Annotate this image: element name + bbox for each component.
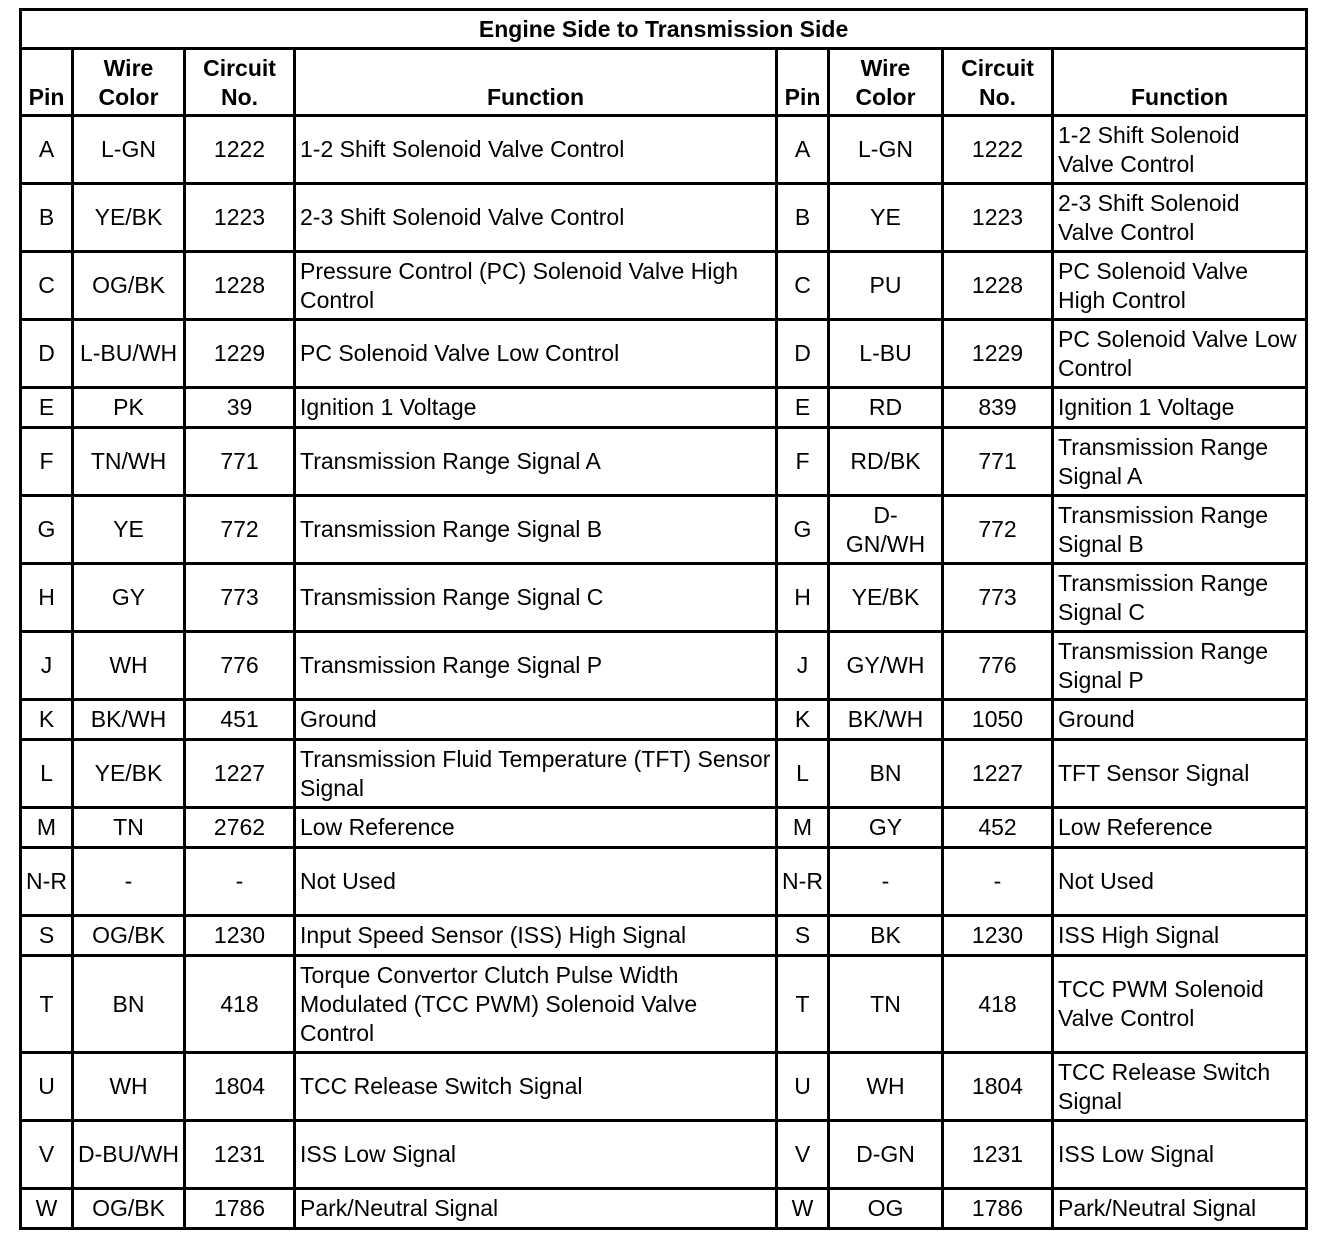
wire-color-cell: BK/WH	[829, 700, 943, 740]
pin-cell: C	[777, 252, 829, 320]
table-row	[21, 252, 1307, 320]
wire-color-cell: BN	[829, 740, 943, 808]
function-cell: Park/Neutral Signal	[295, 1189, 777, 1229]
wire-color-cell: WH	[73, 632, 185, 700]
header-wire-color: Wire Color	[829, 49, 943, 116]
header-function: Function	[295, 49, 777, 116]
pin-cell: E	[777, 388, 829, 428]
table-title: Engine Side to Transmission Side	[21, 10, 1307, 49]
circuit-no-cell: 1786	[943, 1189, 1053, 1229]
circuit-no-cell: 1804	[185, 1053, 295, 1121]
function-cell: PC Solenoid Valve High Control	[1053, 252, 1307, 320]
table-row	[21, 632, 1307, 700]
pin-cell: E	[21, 388, 73, 428]
pin-cell: K	[21, 700, 73, 740]
table-row	[21, 956, 1307, 1053]
pin-cell: N-R	[21, 848, 73, 916]
pin-cell: V	[777, 1121, 829, 1189]
pin-cell: G	[21, 496, 73, 564]
function-cell: TCC PWM Solenoid Valve Control	[1053, 956, 1307, 1053]
wire-color-cell: RD	[829, 388, 943, 428]
pin-cell: D	[777, 320, 829, 388]
circuit-no-cell: 1223	[185, 184, 295, 252]
circuit-no-cell: 773	[943, 564, 1053, 632]
function-cell: Transmission Range Signal B	[1053, 496, 1307, 564]
header-function: Function	[1053, 49, 1307, 116]
pin-cell: H	[21, 564, 73, 632]
function-cell: 2-3 Shift Solenoid Valve Control	[295, 184, 777, 252]
wire-color-cell: -	[829, 848, 943, 916]
function-cell: Transmission Range Signal P	[1053, 632, 1307, 700]
circuit-no-cell: 1227	[185, 740, 295, 808]
pin-cell: A	[21, 116, 73, 184]
pin-cell: K	[777, 700, 829, 740]
pin-cell: S	[777, 916, 829, 956]
header-pin: Pin	[777, 49, 829, 116]
function-cell: ISS Low Signal	[1053, 1121, 1307, 1189]
pin-cell: L	[777, 740, 829, 808]
wire-color-cell: TN	[829, 956, 943, 1053]
wire-color-cell: GY	[73, 564, 185, 632]
pin-cell: F	[21, 428, 73, 496]
function-cell: 2-3 Shift Solenoid Valve Control	[1053, 184, 1307, 252]
table-row	[21, 320, 1307, 388]
connector-table	[19, 8, 1308, 1230]
function-cell: Low Reference	[295, 808, 777, 848]
pin-cell: T	[777, 956, 829, 1053]
wire-color-cell: L-GN	[73, 116, 185, 184]
circuit-no-cell: 776	[185, 632, 295, 700]
table-row	[21, 808, 1307, 848]
function-cell: 1-2 Shift Solenoid Valve Control	[1053, 116, 1307, 184]
table-row	[21, 496, 1307, 564]
wire-color-cell: YE	[829, 184, 943, 252]
circuit-no-cell: 1050	[943, 700, 1053, 740]
wire-color-cell: GY	[829, 808, 943, 848]
wire-color-cell: PK	[73, 388, 185, 428]
function-cell: Transmission Range Signal P	[295, 632, 777, 700]
circuit-no-cell: 1230	[943, 916, 1053, 956]
pin-cell: V	[21, 1121, 73, 1189]
function-cell: Transmission Range Signal B	[295, 496, 777, 564]
function-cell: ISS High Signal	[1053, 916, 1307, 956]
function-cell: TCC Release Switch Signal	[1053, 1053, 1307, 1121]
function-cell: Not Used	[1053, 848, 1307, 916]
circuit-no-cell: 839	[943, 388, 1053, 428]
wire-color-cell: PU	[829, 252, 943, 320]
function-cell: Transmission Range Signal A	[295, 428, 777, 496]
wire-color-cell: YE/BK	[73, 740, 185, 808]
function-cell: Not Used	[295, 848, 777, 916]
wire-color-cell: OG/BK	[73, 1189, 185, 1229]
function-cell: Ground	[1053, 700, 1307, 740]
header-pin: Pin	[21, 49, 73, 116]
pin-cell: U	[21, 1053, 73, 1121]
pin-cell: S	[21, 916, 73, 956]
pin-cell: U	[777, 1053, 829, 1121]
function-cell: Ignition 1 Voltage	[295, 388, 777, 428]
circuit-no-cell: 1229	[943, 320, 1053, 388]
table-row	[21, 184, 1307, 252]
wire-color-cell: BK/WH	[73, 700, 185, 740]
pin-cell: F	[777, 428, 829, 496]
circuit-no-cell: 1804	[943, 1053, 1053, 1121]
function-cell: TFT Sensor Signal	[1053, 740, 1307, 808]
circuit-no-cell: 771	[943, 428, 1053, 496]
circuit-no-cell: 1231	[185, 1121, 295, 1189]
pin-cell: W	[777, 1189, 829, 1229]
pin-cell: B	[21, 184, 73, 252]
table-row	[21, 428, 1307, 496]
header-circuit-no: Circuit No.	[943, 49, 1053, 116]
wire-color-cell: L-GN	[829, 116, 943, 184]
function-cell: Pressure Control (PC) Solenoid Valve High Control	[295, 252, 777, 320]
header-wire-color: Wire Color	[73, 49, 185, 116]
function-cell: Low Reference	[1053, 808, 1307, 848]
wire-color-cell: -	[73, 848, 185, 916]
function-cell: PC Solenoid Valve Low Control	[1053, 320, 1307, 388]
wire-color-cell: OG/BK	[73, 252, 185, 320]
table-row	[21, 1053, 1307, 1121]
table-row	[21, 1189, 1307, 1229]
function-cell: Torque Convertor Clutch Pulse Width Modulated (TCC PWM) Solenoid Valve Control	[295, 956, 777, 1053]
pin-cell: J	[777, 632, 829, 700]
wire-color-cell: OG	[829, 1189, 943, 1229]
circuit-no-cell: 772	[185, 496, 295, 564]
circuit-no-cell: 2762	[185, 808, 295, 848]
circuit-no-cell: 772	[943, 496, 1053, 564]
function-cell: Transmission Range Signal C	[1053, 564, 1307, 632]
pin-cell: N-R	[777, 848, 829, 916]
pin-cell: A	[777, 116, 829, 184]
wire-color-cell: L-BU	[829, 320, 943, 388]
table-row	[21, 740, 1307, 808]
circuit-no-cell: 418	[185, 956, 295, 1053]
circuit-no-cell: 1228	[943, 252, 1053, 320]
function-cell: PC Solenoid Valve Low Control	[295, 320, 777, 388]
circuit-no-cell: 1229	[185, 320, 295, 388]
function-cell: Transmission Fluid Temperature (TFT) Sensor Signal	[295, 740, 777, 808]
function-cell: TCC Release Switch Signal	[295, 1053, 777, 1121]
circuit-no-cell: 1231	[943, 1121, 1053, 1189]
circuit-no-cell: 776	[943, 632, 1053, 700]
function-cell: Transmission Range Signal C	[295, 564, 777, 632]
wire-color-cell: RD/BK	[829, 428, 943, 496]
circuit-no-cell: 773	[185, 564, 295, 632]
pin-cell: L	[21, 740, 73, 808]
pin-cell: M	[21, 808, 73, 848]
pin-cell: B	[777, 184, 829, 252]
function-cell: Transmission Range Signal A	[1053, 428, 1307, 496]
wire-color-cell: BK	[829, 916, 943, 956]
function-cell: Ignition 1 Voltage	[1053, 388, 1307, 428]
table-row	[21, 1121, 1307, 1189]
table-row	[21, 116, 1307, 184]
pin-cell: H	[777, 564, 829, 632]
pin-cell: J	[21, 632, 73, 700]
circuit-no-cell: 418	[943, 956, 1053, 1053]
table-row	[21, 564, 1307, 632]
pin-cell: W	[21, 1189, 73, 1229]
circuit-no-cell: 1222	[185, 116, 295, 184]
pin-cell: T	[21, 956, 73, 1053]
wire-color-cell: D-GN/WH	[829, 496, 943, 564]
table-row	[21, 388, 1307, 428]
pin-cell: G	[777, 496, 829, 564]
wire-color-cell: BN	[73, 956, 185, 1053]
circuit-no-cell: 1223	[943, 184, 1053, 252]
function-cell: ISS Low Signal	[295, 1121, 777, 1189]
wire-color-cell: WH	[829, 1053, 943, 1121]
wire-color-cell: YE/BK	[73, 184, 185, 252]
table-row	[21, 700, 1307, 740]
function-cell: 1-2 Shift Solenoid Valve Control	[295, 116, 777, 184]
circuit-no-cell: 39	[185, 388, 295, 428]
pin-cell: C	[21, 252, 73, 320]
circuit-no-cell: 1230	[185, 916, 295, 956]
wire-color-cell: TN	[73, 808, 185, 848]
wire-color-cell: TN/WH	[73, 428, 185, 496]
wire-color-cell: D-BU/WH	[73, 1121, 185, 1189]
table-row	[21, 848, 1307, 916]
circuit-no-cell: 771	[185, 428, 295, 496]
table-row	[21, 916, 1307, 956]
wire-color-cell: GY/WH	[829, 632, 943, 700]
function-cell: Ground	[295, 700, 777, 740]
function-cell: Input Speed Sensor (ISS) High Signal	[295, 916, 777, 956]
pin-cell: M	[777, 808, 829, 848]
wire-color-cell: YE	[73, 496, 185, 564]
wire-color-cell: L-BU/WH	[73, 320, 185, 388]
table-body	[21, 116, 1307, 1229]
circuit-no-cell: 451	[185, 700, 295, 740]
wire-color-cell: D-GN	[829, 1121, 943, 1189]
header-circuit-no: Circuit No.	[185, 49, 295, 116]
pin-cell: D	[21, 320, 73, 388]
wire-color-cell: YE/BK	[829, 564, 943, 632]
circuit-no-cell: 1222	[943, 116, 1053, 184]
header-row	[21, 49, 1307, 116]
function-cell: Park/Neutral Signal	[1053, 1189, 1307, 1229]
circuit-no-cell: -	[943, 848, 1053, 916]
wire-color-cell: OG/BK	[73, 916, 185, 956]
circuit-no-cell: 1228	[185, 252, 295, 320]
wire-color-cell: WH	[73, 1053, 185, 1121]
circuit-no-cell: 1227	[943, 740, 1053, 808]
circuit-no-cell: 452	[943, 808, 1053, 848]
circuit-no-cell: 1786	[185, 1189, 295, 1229]
circuit-no-cell: -	[185, 848, 295, 916]
